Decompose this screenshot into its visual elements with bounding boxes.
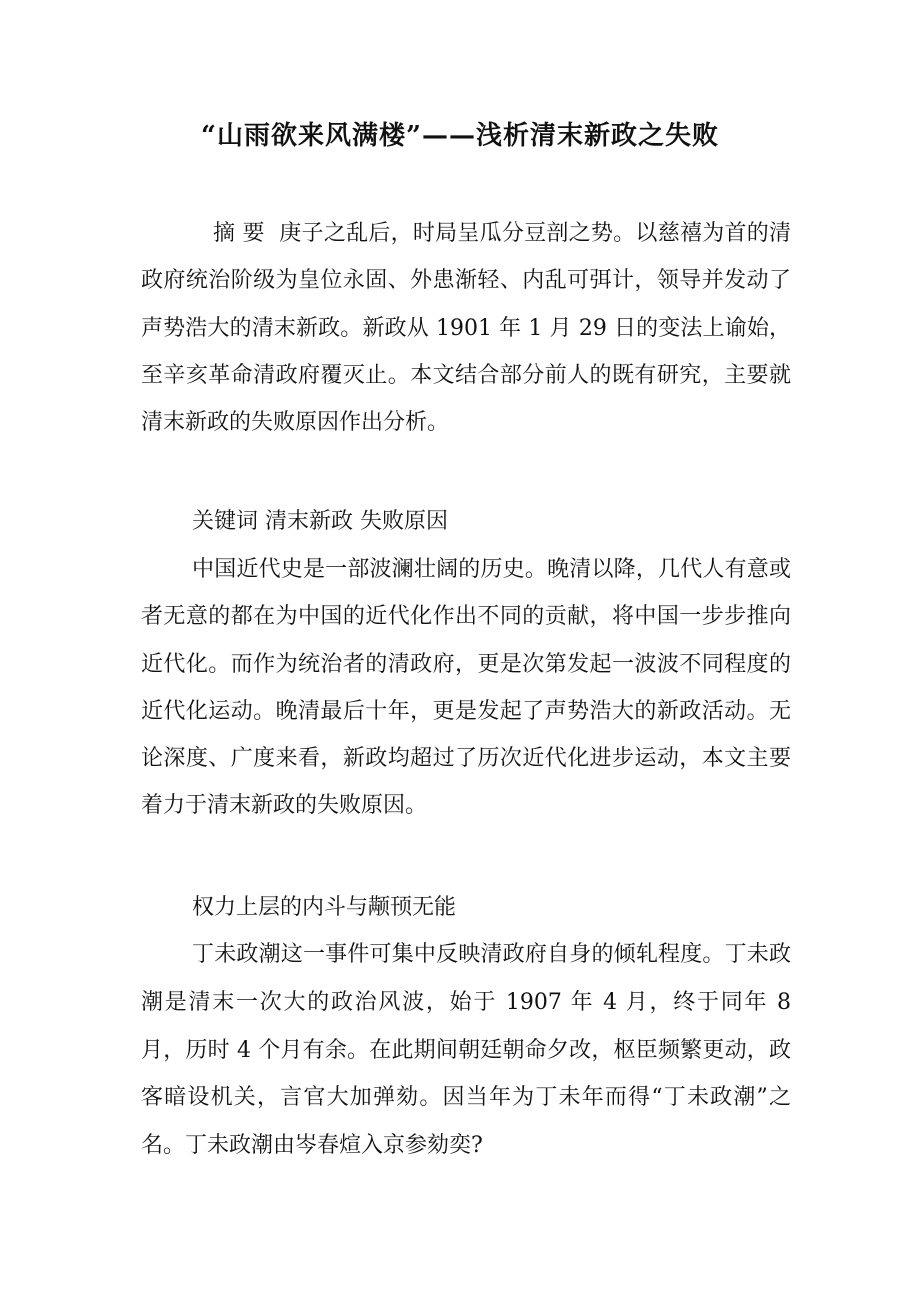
section-heading: 权力上层的内斗与颟顸无能: [192, 895, 457, 920]
abstract-label: 摘 要: [213, 221, 265, 246]
abstract-paragraph: [141, 210, 791, 446]
intro-section: [141, 546, 791, 830]
keywords-line: [192, 498, 448, 545]
abstract-text: 庚子之乱后，时局呈瓜分豆剖之势。以慈禧为首的清政府统治阶级为皇位永固、外患渐轻、内乱可弭计，领导并发动了声势浩大的清末新政。新政从 1901 年 1 月 29 日的变法上谕始，至辛亥革命清政府覆灭止。本文结合部分前人的既有研究，主要就清末新政的失败原因作出分析。: [141, 221, 791, 436]
section-body: [141, 931, 791, 1170]
keywords-items: 清末新政 失败原因: [265, 509, 449, 534]
section-paragraph: 丁未政潮这一事件可集中反映清政府自身的倾轧程度。丁未政潮是清末一次大的政治风波，始于 1907 年 4 月，终于同年 8 月，历时 4 个月有余。在此期间朝廷朝命夕改，枢臣频繁更动，政客暗设机关，言官大加弹劾。因当年为丁未年而得“丁未政潮”之名。丁未政潮由岑春煊入京参劾奕?: [141, 942, 791, 1159]
intro-paragraph: 中国近代史是一部波澜壮阔的历史。晚清以降，几代人有意或者无意的都在为中国的近代化作出不同的贡献，将中国一步步推向近代化。而作为统治者的清政府，更是次第发起一波波不同程度的近代化运动。晚清最后十年，更是发起了声势浩大的新政活动。无论深度、广度来看，新政均超过了历次近代化进步运动，本文主要着力于清末新政的失败原因。: [141, 557, 791, 819]
document-title: “山雨欲来风满楼”——浅析清末新政之失败: [201, 121, 719, 151]
keywords-label: 关键词: [192, 509, 259, 534]
